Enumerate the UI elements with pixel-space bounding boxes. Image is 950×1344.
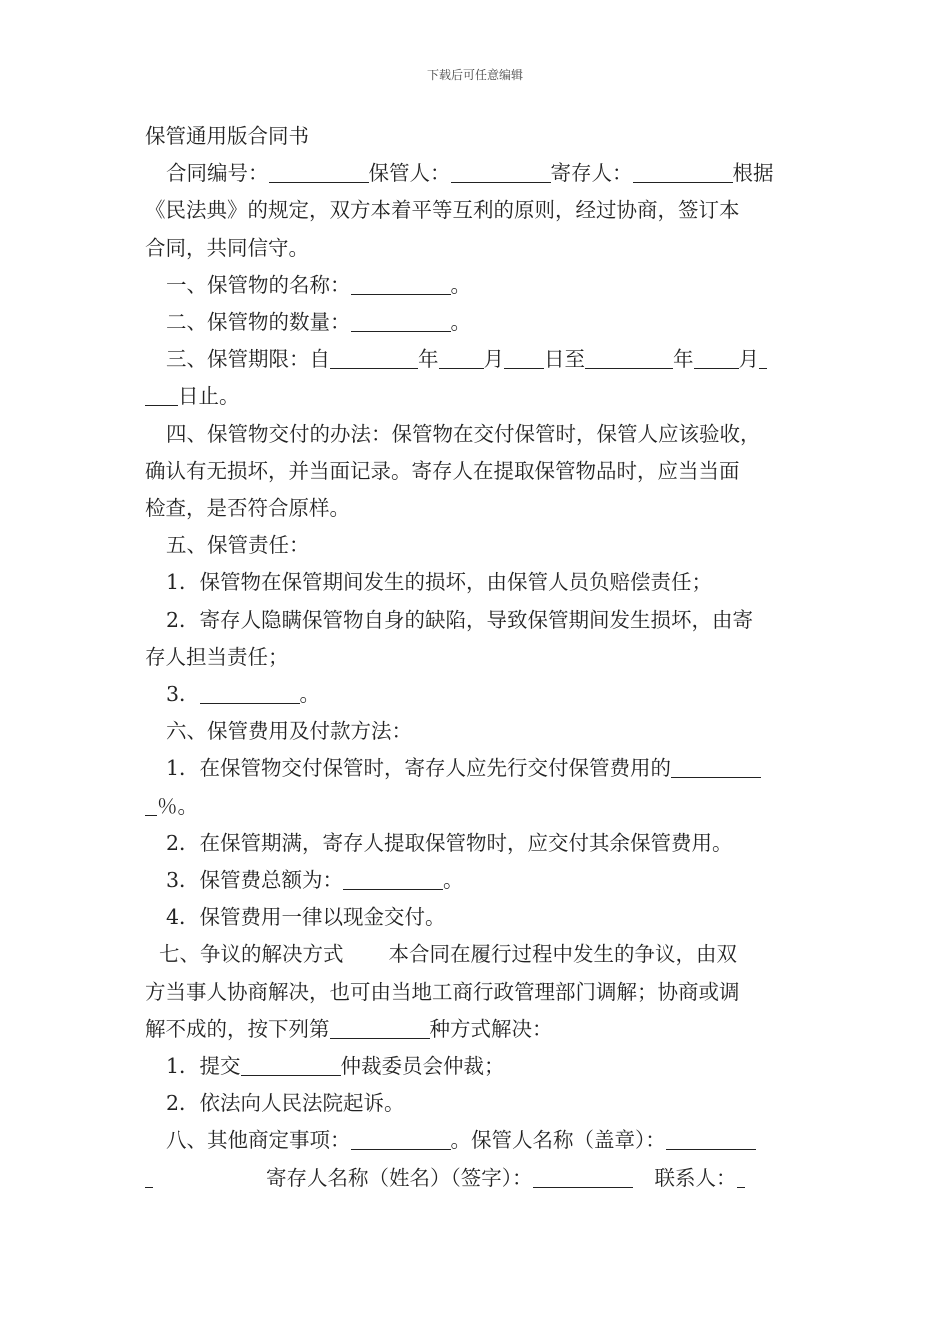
section-4-line-3: 检查，是否符合原样。	[145, 496, 350, 521]
section-3-line-1	[145, 341, 810, 378]
depositor-blank	[633, 162, 733, 183]
item-3-end: 。	[299, 682, 321, 707]
dispute-heading: 七、争议的解决方式	[159, 942, 344, 967]
contract-number-label: 合同编号：	[166, 161, 269, 186]
method-blank	[330, 1018, 430, 1039]
section-8-line-2	[145, 1160, 810, 1197]
item-name-blank	[351, 274, 451, 295]
section-5-heading: 五、保管责任：	[166, 533, 310, 558]
section-5-item-2-line-1: 2．寄存人隐瞒保管物自身的缺陷，导致保管期间发生损坏，由寄	[166, 607, 754, 632]
day-to-text: 日至	[544, 347, 585, 372]
contract-title: 保管通用版合同书	[145, 124, 309, 148]
start-month-blank	[439, 348, 484, 369]
section-4-line-2: 确认有无损坏，并当面记录。寄存人在提取保管物品时，应当当面	[145, 458, 740, 483]
advance-fee-blank-b	[145, 795, 157, 816]
section-2	[145, 304, 810, 341]
section-6-item-4: 4．保管费用一律以现金交付。	[166, 905, 446, 930]
intro-line-3: 合同，共同信守。	[145, 235, 309, 260]
other-matters-blank	[351, 1129, 451, 1150]
intro-line-1	[145, 155, 810, 192]
arbitration-tail: 仲裁委员会仲裁；	[340, 1054, 505, 1079]
other-matters-label: 八、其他商定事项：	[166, 1128, 351, 1153]
start-year-blank	[330, 348, 418, 369]
arbitration-blank	[241, 1055, 341, 1076]
end-day-blank-b	[145, 385, 178, 406]
item-quantity-blank	[351, 311, 451, 332]
section-6-item-1-line-2	[145, 788, 810, 825]
end-month-blank	[694, 348, 739, 369]
contract-body	[145, 118, 810, 1197]
download-note: 下载后可任意编辑	[426, 68, 523, 82]
intro-tail: 根据	[732, 161, 774, 186]
section-6-item-2: 2．在保管期满，寄存人提取保管物时，应交付其余保管费用。	[166, 830, 733, 855]
total-fee-label: 3．保管费总额为：	[166, 868, 344, 893]
depositor-sign-blank	[533, 1167, 633, 1188]
section-5-item-3-blank	[200, 683, 300, 704]
section-1-end: 。	[450, 272, 471, 297]
depositor-sign-label: 寄存人名称（姓名）（签字）：	[266, 1165, 533, 1190]
intro-line-2: 《民法典》的规定，双方本着平等互利的原则，经过协商，签订本	[145, 198, 740, 223]
section-7-line-2: 方当事人协商解决，也可由当地工商行政管理部门调解；协商或调	[145, 979, 740, 1004]
contract-number-blank	[269, 162, 369, 183]
end-day-blank-a	[759, 348, 767, 369]
total-fee-end: 。	[443, 868, 464, 893]
section-2-end: 。	[450, 310, 471, 335]
section-7-item-1	[145, 1048, 810, 1085]
section-1	[145, 267, 810, 304]
arbitration-label: 1．提交	[166, 1054, 241, 1079]
advance-fee-text: 1．在保管物交付保管时，寄存人应先行交付保管费用的	[166, 756, 672, 781]
section-7-line-1	[145, 936, 810, 973]
start-day-blank	[504, 348, 544, 369]
section-3-line-2	[145, 378, 810, 415]
percent-text: ％。	[157, 793, 198, 818]
total-fee-blank	[343, 869, 443, 890]
method-label: 解不成的，按下列第	[145, 1016, 330, 1041]
section-7-line-3	[145, 1011, 810, 1048]
contact-label: 联系人：	[654, 1165, 737, 1190]
custodian-seal-blank-a	[666, 1129, 756, 1150]
custodian-label: 保管人：	[368, 161, 451, 186]
section-5-item-1: 1．保管物在保管期间发生的损坏，由保管人员负赔偿责任；	[166, 570, 713, 595]
custodian-blank	[451, 162, 551, 183]
section-4-line-1: 四、保管物交付的办法：保管物在交付保管时，保管人应该验收，	[166, 421, 761, 446]
item-quantity-label: 二、保管物的数量：	[166, 310, 351, 335]
year-text-2: 年	[673, 347, 694, 372]
year-text: 年	[418, 347, 439, 372]
method-tail: 种方式解决：	[429, 1016, 553, 1041]
month-text-2: 月	[738, 347, 759, 372]
section-5-item-3	[145, 676, 810, 713]
custodian-seal-label: 。保管人名称（盖章）：	[450, 1128, 666, 1153]
term-end-text: 日止。	[178, 384, 240, 409]
item-name-label: 一、保管物的名称：	[166, 272, 351, 297]
section-7-item-2: 2．依法向人民法院起诉。	[166, 1091, 405, 1116]
section-6-item-3	[145, 862, 810, 899]
section-6-heading: 六、保管费用及付款方法：	[166, 719, 412, 744]
advance-fee-blank-a	[671, 757, 761, 778]
section-8-line-1	[145, 1122, 810, 1159]
section-5-item-2-line-2: 存人担当责任；	[145, 644, 289, 669]
contact-blank	[737, 1167, 745, 1188]
end-year-blank	[585, 348, 673, 369]
section-6-item-1-line-1	[145, 750, 810, 787]
item-3-number: 3．	[166, 682, 200, 707]
depositor-label: 寄存人：	[550, 161, 633, 186]
month-text: 月	[483, 347, 504, 372]
dispute-text: 本合同在履行过程中发生的争议，由双	[388, 942, 737, 967]
term-label: 三、保管期限：自	[166, 347, 330, 372]
custodian-seal-blank-b	[145, 1167, 153, 1188]
